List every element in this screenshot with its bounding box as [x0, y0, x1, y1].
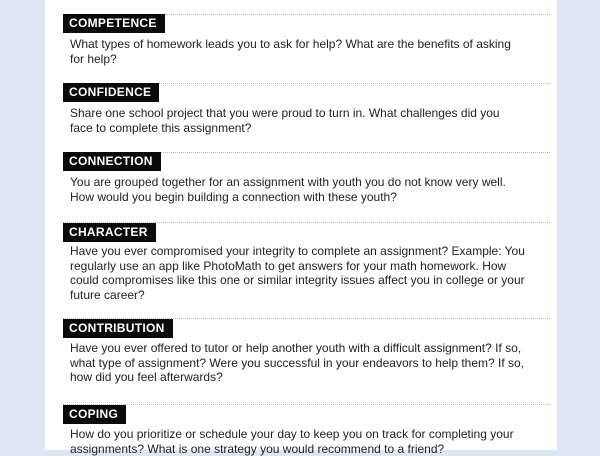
text-line: future career? — [70, 288, 548, 303]
text-line: face to complete this assignment? — [70, 121, 548, 136]
section-heading: CHARACTER — [63, 223, 156, 242]
text-line: what type of assignment? Were you successful in your endeavors to help them? If so, — [70, 356, 548, 371]
text-line: could compromises like this one or similar integrity issues affect you in college or your — [70, 273, 548, 288]
text-line: regularly use an app like PhotoMath to get answers for your math homework. How — [70, 259, 548, 274]
text-line: Have you ever offered to tutor or help another youth with a difficult assignment? If so, — [70, 341, 548, 356]
section-text — [70, 427, 548, 456]
section-heading: CONNECTION — [63, 152, 161, 171]
section-heading: COMPETENCE — [63, 14, 165, 33]
text-line: You are grouped together for an assignment with youth you do not know very well. — [70, 175, 548, 190]
text-line: How would you begin building a connection with these youth? — [70, 190, 548, 205]
section-heading: CONTRIBUTION — [63, 319, 173, 338]
text-line: Share one school project that you were proud to turn in. What challenges did you — [70, 106, 548, 121]
text-line: for help? — [70, 52, 548, 67]
text-line: assignments? What is one strategy you would recommend to a friend? — [70, 442, 548, 456]
section-text — [70, 175, 548, 204]
section-text — [70, 244, 548, 302]
section-heading: COPING — [63, 405, 126, 424]
section-heading: CONFIDENCE — [63, 83, 159, 102]
section-text — [70, 341, 548, 385]
divider — [63, 404, 550, 405]
section-text — [70, 37, 548, 66]
text-line: how did you feel afterwards? — [70, 370, 548, 385]
text-line: How do you prioritize or schedule your day to keep you on track for completing your — [70, 427, 548, 442]
section-text — [70, 106, 548, 135]
text-line: What types of homework leads you to ask for help? What are the benefits of asking — [70, 37, 548, 52]
text-line: Have you ever compromised your integrity to complete an assignment? Example: You — [70, 244, 548, 259]
